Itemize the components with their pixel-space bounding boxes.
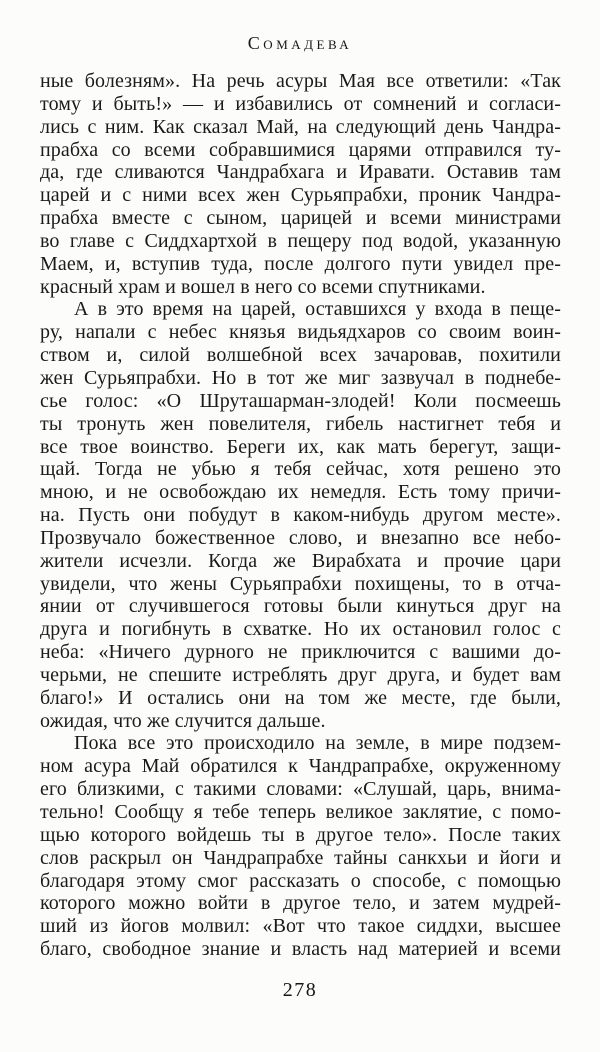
text-line: янии от случившегося готовы были кинуться друг на bbox=[40, 595, 561, 618]
text-line: тельно! Сообщу я тебе теперь великое заклятие, с помо- bbox=[40, 801, 561, 823]
text-line: щью которого войдешь ты в другое тело». После таких bbox=[40, 823, 561, 846]
text-line: благо, свободное знание и власть над материей и всеми bbox=[40, 938, 561, 961]
text-line: красный храм и вошел в него со всеми спутниками. bbox=[40, 275, 486, 298]
text-line: сье голос: «О Шруташарман-злодей! Коли посмеешь bbox=[40, 389, 561, 412]
text-line: ные болезням». На речь асуры Мая все ответили: «Так bbox=[40, 70, 561, 92]
text-line: ший из йогов молвил: «Вот что такое сиддхи, высшее bbox=[40, 915, 561, 938]
text-line: прабха вместе с сыном, царицей и всеми министрами bbox=[40, 207, 561, 230]
text-line: прабха со всеми собравшимися царями отправился ту- bbox=[40, 138, 561, 161]
text-line: Прозвучало божественное слово, и внезапно все небо- bbox=[40, 526, 561, 549]
text-line: щай. Тогда не убью я тебя сейчас, хотя решено это bbox=[40, 458, 561, 481]
text-line: благодаря этому смог рассказать о способе, с помощью bbox=[40, 869, 561, 892]
text-line: ством и, силой волшебной всех зачаровав, похитили bbox=[40, 344, 561, 367]
text-line: ты тронуть жен повелителя, гибель настигнет тебя и bbox=[40, 412, 561, 435]
text-line: А в это время на царей, оставшихся у входа в пеще- bbox=[74, 298, 561, 321]
text-line: во главе с Сиддхартхой в пещеру под водой, указанную bbox=[40, 229, 561, 252]
text-line: ожидая, что же случится дальше. bbox=[40, 709, 326, 732]
text-line: ном асура Май обратился к Чандрапрабхе, окруженному bbox=[40, 755, 561, 778]
text-line: слов раскрыл он Чандрапрабхе тайны санкхьи и йоги и bbox=[40, 846, 561, 869]
text-line: друга и погибнуть в схватке. Но их остановил голос с bbox=[40, 618, 561, 641]
text-line: да, где сливаются Чандрабхага и Иравати. Оставив там bbox=[40, 161, 561, 184]
text-line: черьми, не спешите истреблять друг друга, и будет вам bbox=[40, 663, 561, 686]
text-line: лись с ним. Как сказал Май, на следующий день Чандра- bbox=[40, 115, 561, 138]
text-line: которого можно войти в другое тело, и затем мудрей- bbox=[40, 892, 561, 915]
text-line: Маем, и, вступив туда, после долгого пути увидел пре- bbox=[40, 252, 561, 275]
body-text bbox=[40, 70, 561, 961]
text-line: благо!» И остались они на том же месте, где были, bbox=[40, 686, 561, 709]
page-number: 278 bbox=[282, 979, 318, 1001]
text-line: тому и быть!» — и избавились от сомнений и согласи- bbox=[40, 92, 561, 115]
text-line: жен Сурьяпрабхи. Но в тот же миг зазвучал в поднебе- bbox=[40, 366, 561, 389]
text-line: все твое воинство. Береги их, как мать берегут, защи- bbox=[40, 435, 561, 458]
text-line: его близкими, с такими словами: «Слушай, царь, внима- bbox=[40, 778, 561, 801]
text-line: царей и с ними всех жен Сурьяпрабхи, проник Чандра- bbox=[40, 184, 561, 207]
text-line: неба: «Ничего дурного не приключится с вашими до- bbox=[40, 641, 561, 664]
text-line: увидели, что жены Сурьяпрабхи похищены, то в отча- bbox=[40, 572, 561, 595]
running-head: Сомадева bbox=[247, 33, 353, 53]
text-line: на. Пусть они побудут в каком-нибудь другом месте». bbox=[40, 504, 561, 527]
text-line: жители исчезли. Когда же Вирабхата и прочие цари bbox=[40, 549, 561, 572]
text-line: ру, напали с небес князья видьядхаров со своим воин- bbox=[40, 321, 561, 344]
text-line: Пока все это происходило на земле, в мире подзем- bbox=[74, 732, 561, 755]
text-line: мною, и не освобождаю их немедля. Есть тому причи- bbox=[40, 481, 561, 504]
